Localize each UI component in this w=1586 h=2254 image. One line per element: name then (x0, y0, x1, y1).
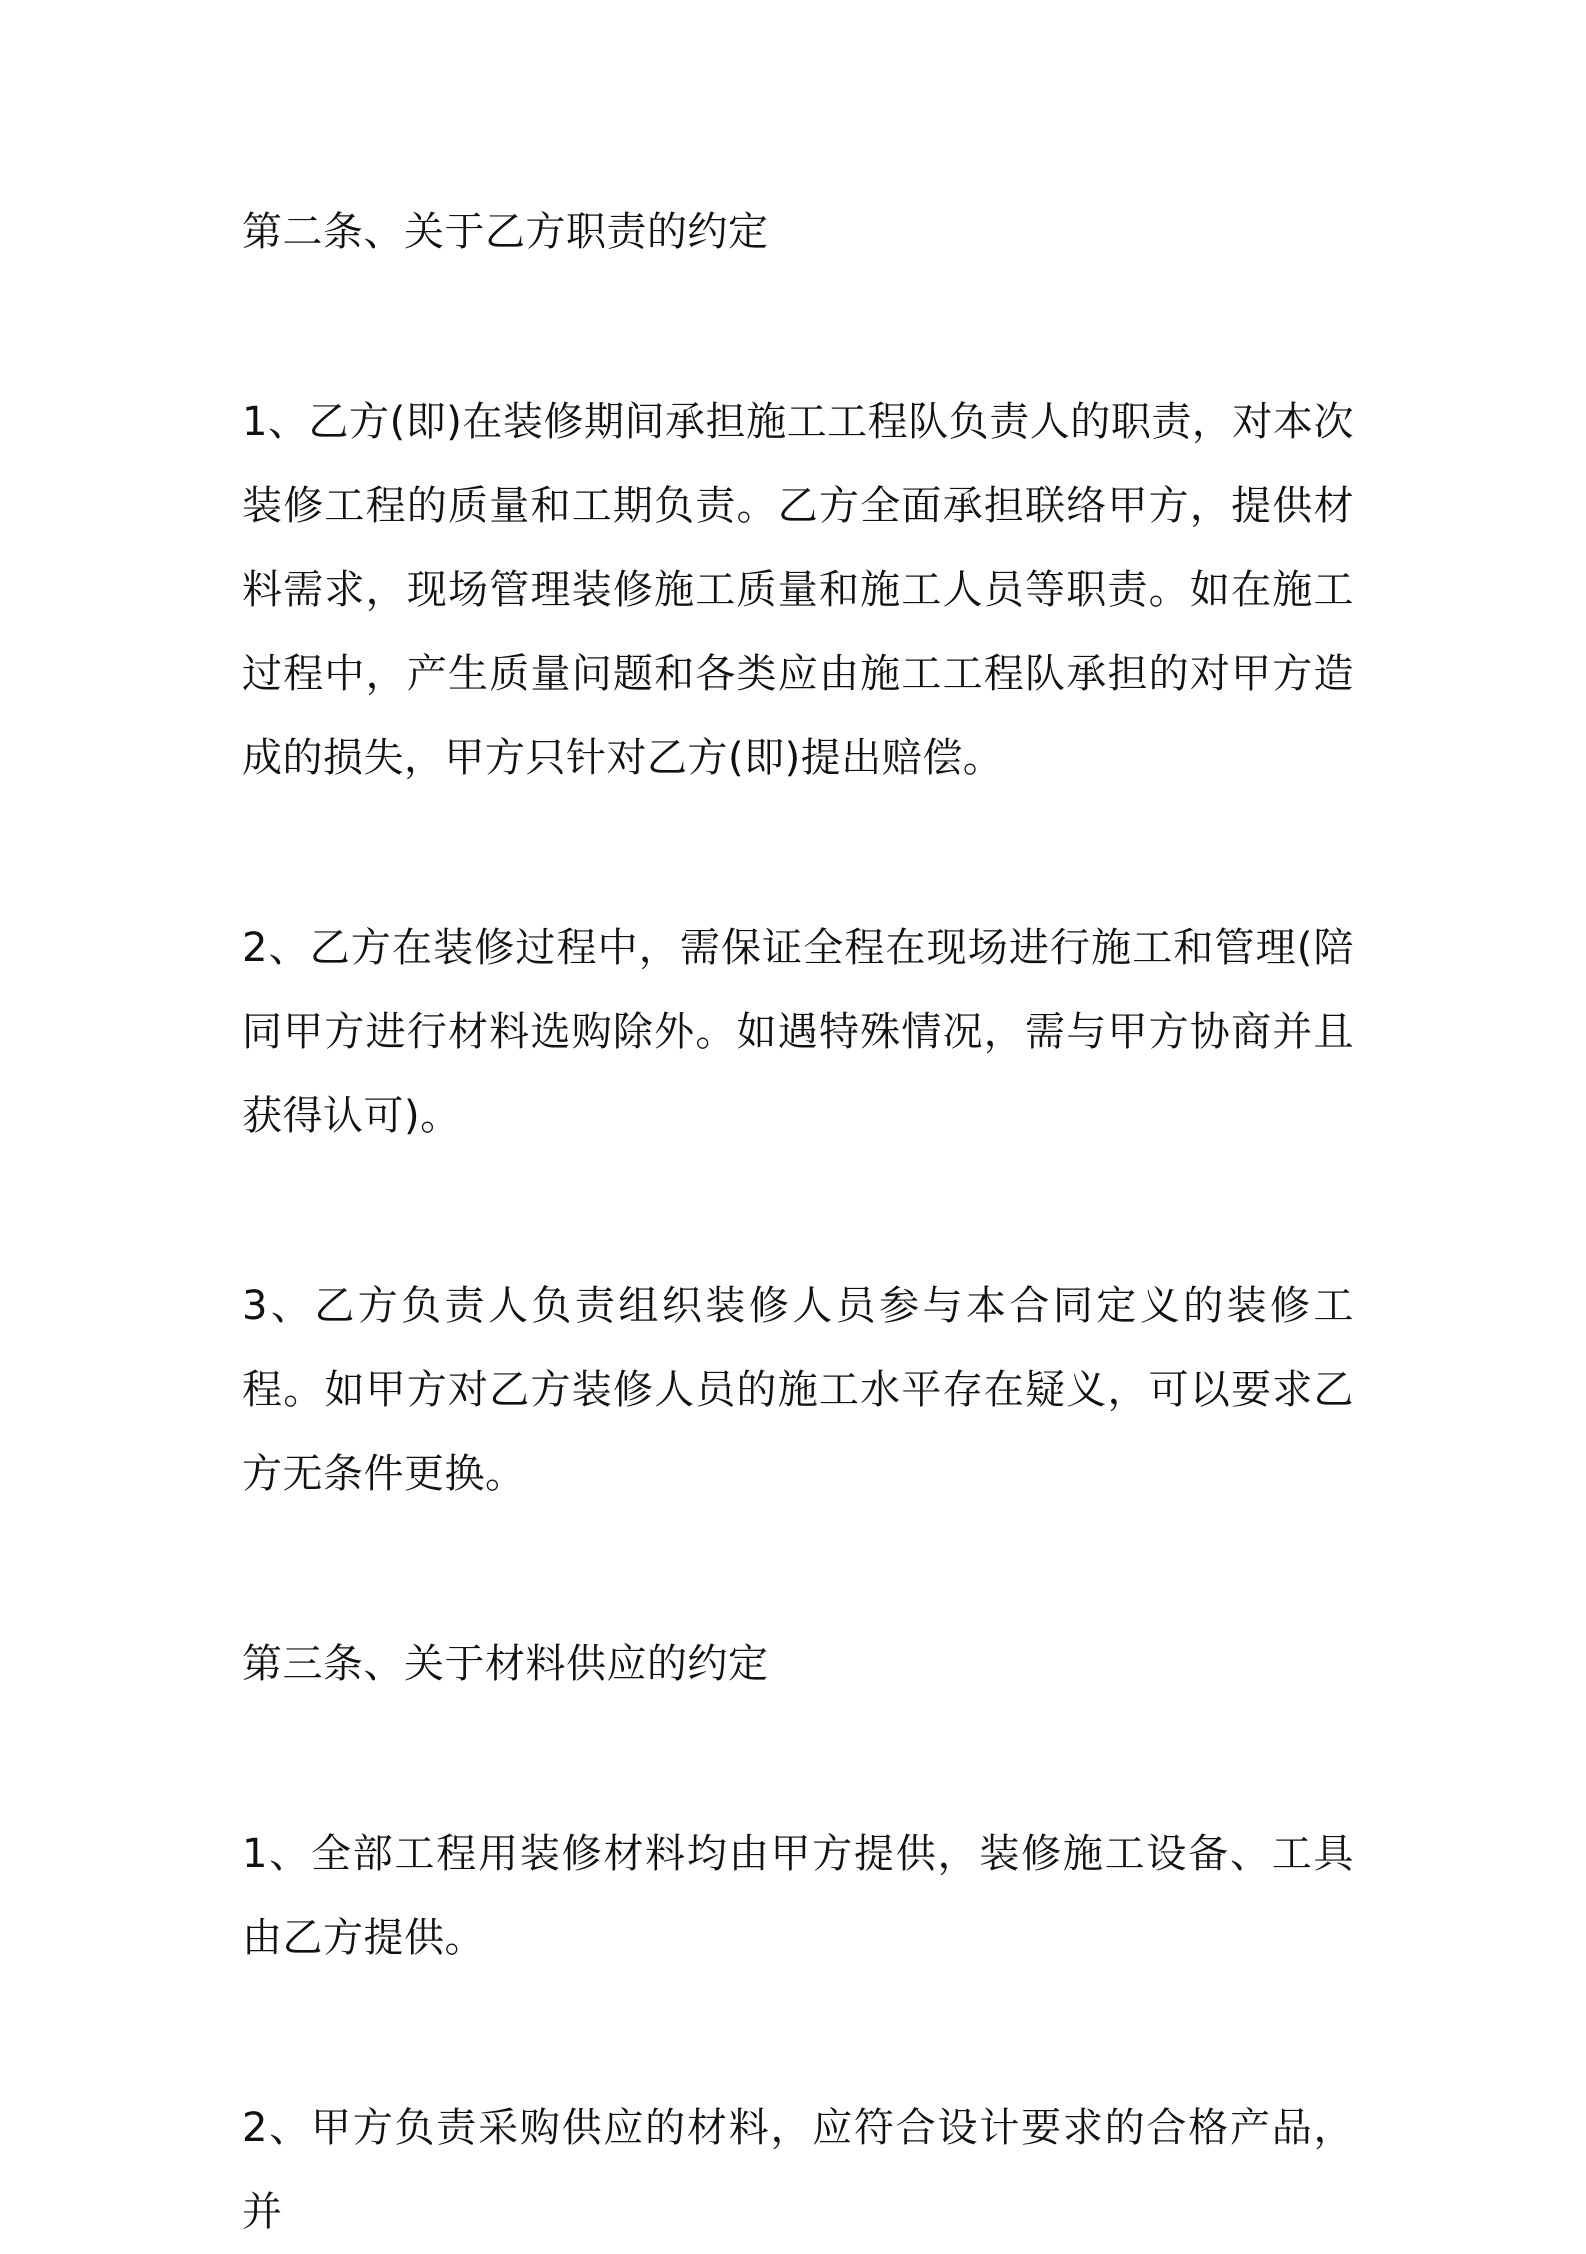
paragraph-article-2-item-3: 3、乙方负责人负责组织装修人员参与本合同定义的装修工程。如甲方对乙方装修人员的施工水平存在疑义，可以要求乙方无条件更换。 (242, 1283, 1354, 1497)
section-heading-article-3: 第三条、关于材料供应的约定 (242, 1641, 769, 1687)
section-heading-article-2: 第二条、关于乙方职责的约定 (242, 209, 769, 255)
paragraph-article-3-item-1: 1、全部工程用装修材料均由甲方提供，装修施工设备、工具由乙方提供。 (242, 1831, 1354, 1961)
paragraph-article-2-item-1: 1、乙方(即)在装修期间承担施工工程队负责人的职责，对本次装修工程的质量和工期负责。乙方全面承担联络甲方，提供材料需求，现场管理装修施工质量和施工人员等职责。如在施工过程中，产生质量问题和各类应由施工工程队承担的对甲方造成的损失，甲方只针对乙方(即)提出赔偿。 (242, 399, 1354, 781)
paragraph-article-3-item-2: 2、甲方负责采购供应的材料，应符合设计要求的合格产品，并 (242, 2105, 1354, 2235)
paragraph-article-2-item-2: 2、乙方在装修过程中，需保证全程在现场进行施工和管理(陪同甲方进行材料选购除外。如遇特殊情况，需与甲方协商并且获得认可)。 (242, 925, 1354, 1139)
document-body (242, 190, 1354, 2254)
